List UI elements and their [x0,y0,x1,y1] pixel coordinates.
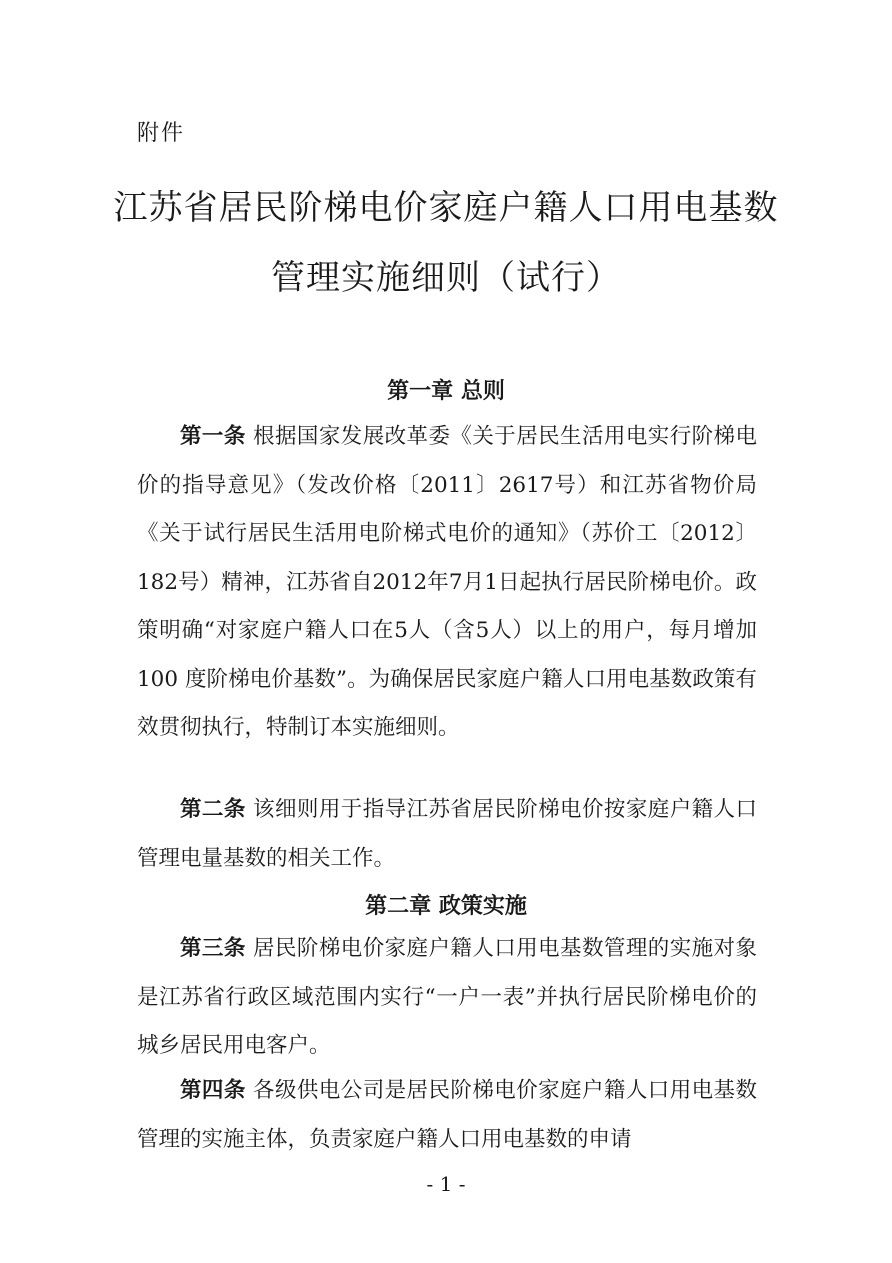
article-4 [137,1067,757,1164]
attachment-label: 附件 [137,121,186,146]
article-text: 各级供电公司是居民阶梯电价家庭户籍人口用电基数管理的实施主体，负责家庭户籍人口用电基数的申请 [137,1078,757,1152]
article-text: 该细则用于指导江苏省居民阶梯电价按家庭户籍人口管理电量基数的相关工作。 [137,797,757,871]
article-2 [137,786,757,883]
document-title-line-2: 管理实施细则（试行） [271,258,621,298]
article-1 [137,413,757,753]
chapter-heading-2: 第二章 政策实施 [365,893,527,919]
article-text: 根据国家发展改革委《关于居民生活用电实行阶梯电价的指导意见》（发改价格〔2011〕2617号）和江苏省物价局《关于试行居民生活用电阶梯式电价的通知》（苏价工〔2012〕182号）精神，江苏省自2012年7月1日起执行居民阶梯电价。政策明确“对家庭户籍人口在5人（含5人）以上的用户，每月增加 100 度阶梯电价基数”。为确保居民家庭户籍人口用电基数政策有效贯彻执行，特制订本实施细则。 [137,424,757,740]
document-title-line-1: 江苏省居民阶梯电价家庭户籍人口用电基数 [113,188,779,228]
article-3 [137,925,757,1071]
article-label: 第一条 [180,424,246,449]
article-text: 居民阶梯电价家庭户籍人口用电基数管理的实施对象是江苏省行政区域范围内实行“一户一表”并执行居民阶梯电价的城乡居民用电客户。 [137,936,757,1058]
page-number: - 1 - [426,1172,466,1196]
article-label: 第四条 [180,1078,246,1103]
article-label: 第三条 [180,936,246,961]
chapter-heading-1: 第一章 总则 [387,378,505,404]
article-label: 第二条 [180,797,246,822]
